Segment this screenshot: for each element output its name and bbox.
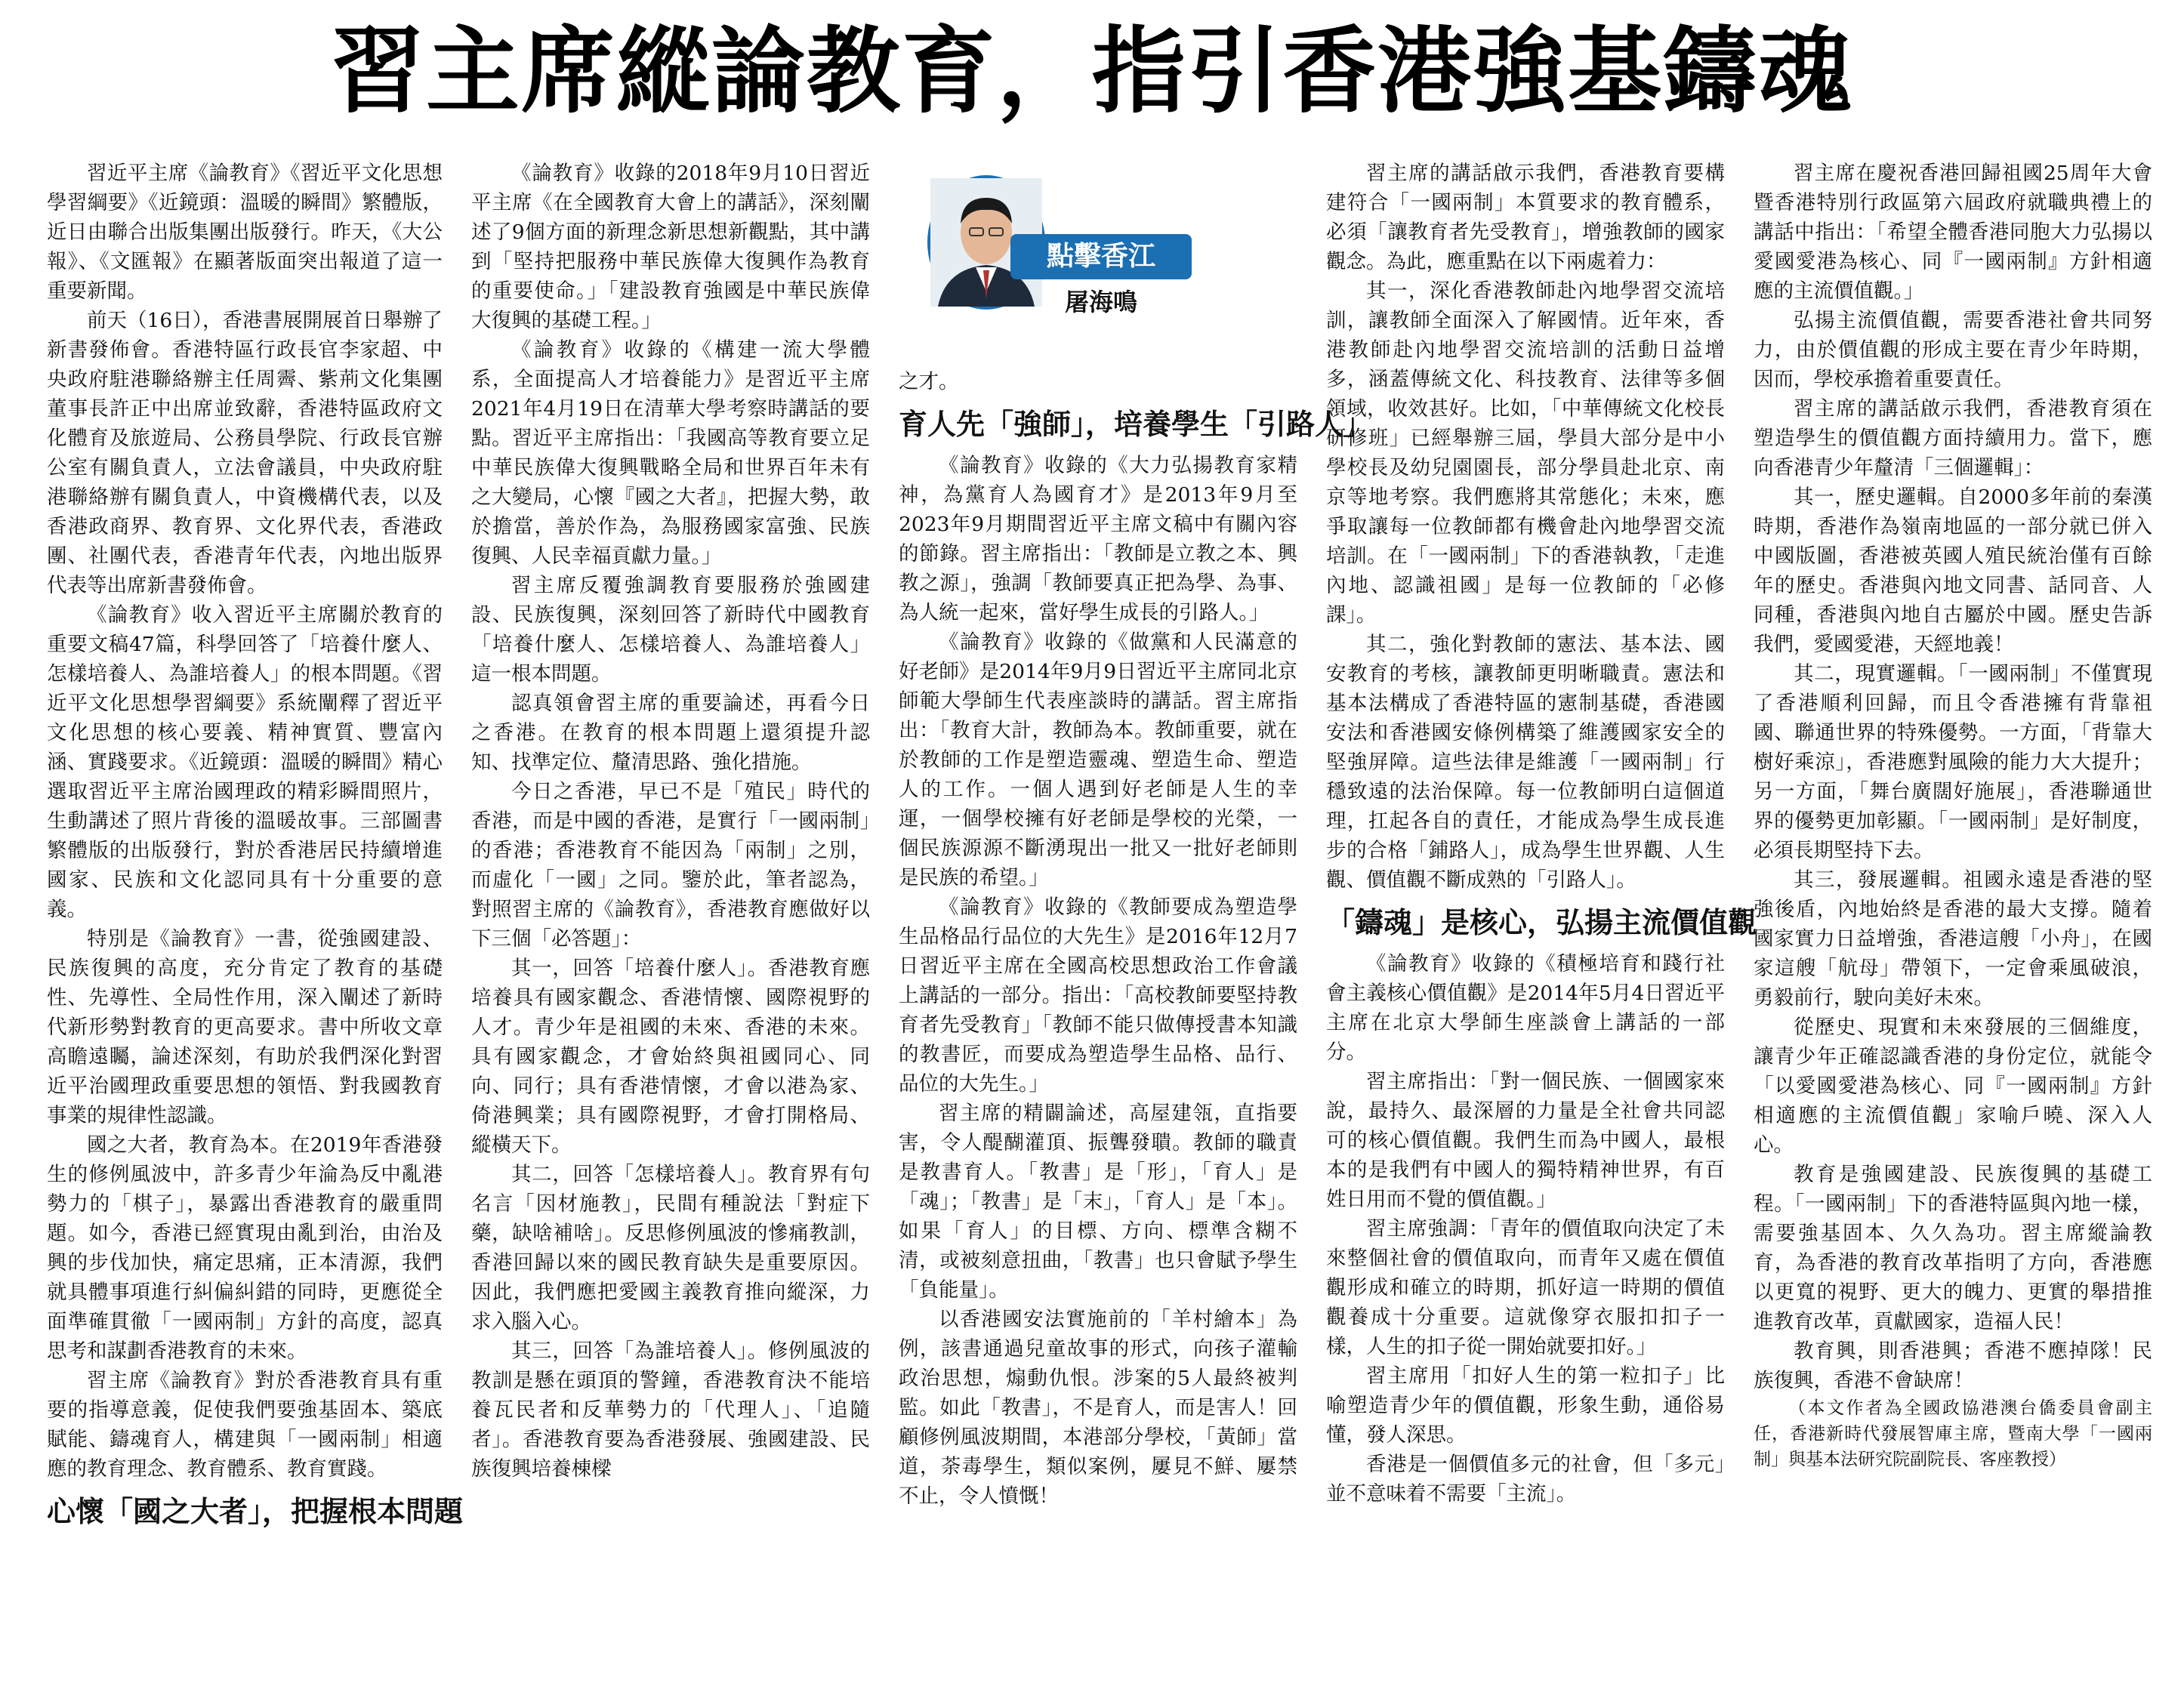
paragraph: 習主席用「扣好人生的第一粒扣子」比喻塑造青少年的價值觀，形象生動，通俗易懂，發人深思。 <box>1326 1364 1725 1447</box>
paragraph: 習主席的講話啟示我們，香港教育須在塑造學生的價值觀方面持續用力。當下，應向香港青少年釐清「三個邏輯」： <box>1754 397 2152 479</box>
paragraph: 《論教育》收入習近平主席關於教育的重要文稿47篇，科學回答了「培養什麼人、怎樣培養人、為誰培養人」的根本問題。《習近平文化思想學習綱要》系統闡釋了習近平文化思想的核心要義、精神實質、豐富內涵、實踐要求。《近鏡頭：溫暖的瞬間》精心選取習近平主席治國理政的精彩瞬間照片，生動講述了照片背後的溫暖故事。三部圖書繁體版的出版發行，對於香港居民持續增進國家、民族和文化認同具有十分重要的意義。 <box>47 603 443 921</box>
paragraph: 習主席《論教育》對於香港教育具有重要的指導意義，促使我們要強基固本、築底賦能、鑄魂育人，構建與「一國兩制」相適應的教育理念、教育體系、教育實踐。 <box>47 1369 443 1481</box>
paragraph: 《論教育》收錄的《教師要成為塑造學生品格品行品位的大先生》是2016年12月7日習近平主席在全國高校思想政治工作會議上講話的一部分。指出：「高校教師要堅持教育者先受教育」「教師不能只做傳授書本知識的教書匠，而要成為塑造學生品格、品行、品位的大先生。」 <box>899 895 1297 1096</box>
paragraph: 其三，發展邏輯。祖國永遠是香港的堅強後盾，內地始終是香港的最大支撐。隨着國家實力日益增強，香港這艘「小舟」，在國家這艘「航母」帶領下，一定會乘風破浪，勇毅前行，駛向美好未來。 <box>1754 868 2152 1009</box>
paragraph: 《論教育》收錄的《構建一流大學體系，全面提高人才培養能力》是習近平主席2021年4月19日在清華大學考察時講話的要點。習近平主席指出：「我國高等教育要立足中華民族偉大復興戰略全局和世界百年未有之大變局，心懷『國之大者』，把握大勢，敢於擔當，善於作為，為服務國家富強、民族復興、人民幸福貢獻力量。」 <box>471 338 870 568</box>
section-subheading: 心懷「國之大者」，把握根本問題 <box>47 1495 464 1528</box>
paragraph: 其二，強化對教師的憲法、基本法、國安教育的考核，讓教師更明晰職責。憲法和基本法構成了香港特區的憲制基礎，香港國安法和香港國安條例構築了維護國家安全的堅強屏障。這些法律是維護「一國兩制」行穩致遠的法治保障。每一位教師明白這個道理，扛起各自的責任，才能成為學生成長進步的合格「鋪路人」，成為學生世界觀、人生觀、價值觀不斷成熟的「引路人」。 <box>1326 633 1725 892</box>
paragraph: 今日之香港，早已不是「殖民」時代的香港，而是中國的香港，是實行「一國兩制」的香港；香港教育不能因為「兩制」之別，而虛化「一國」之同。鑒於此，筆者認為，對照習主席的《論教育》，香港教育應做好以下三個「必答題」： <box>471 780 870 951</box>
paragraph: 認真領會習主席的重要論述，再看今日之香港。在教育的根本問題上還須提升認知、找準定位、釐清思路、強化措施。 <box>471 692 870 774</box>
paragraph: 習主席的精闢論述，高屋建瓴，直指要害，令人醍醐灌頂、振聾發聵。教師的職責是教書育人。「教書」是「形」，「育人」是「魂」；「教書」是「末」，「育人」是「本」。如果「育人」的目標、方向、標準含糊不清，或被刻意扭曲，「教書」也只會賦予學生「負能量」。 <box>899 1102 1297 1302</box>
paragraph: 其一，深化香港教師赴內地學習交流培訓，讓教師全面深入了解國情。近年來，香港教師赴內地學習交流培訓的活動日益增多，涵蓋傳統文化、科技教育、法律等多個領域，收效甚好。比如，「中華傳統文化校長研修班」已經舉辦三屆，學員大部分是中小學校長及幼兒園園長，部分學員赴北京、南京等地考察。我們應將其常態化；未來，應爭取讓每一位教師都有機會赴內地學習交流培訓。在「一國兩制」下的香港執教，「走進內地、認識祖國」是每一位教師的「必修課」。 <box>1326 279 1725 627</box>
paragraph: 其三，回答「為誰培養人」。修例風波的教訓是懸在頭頂的警鐘，香港教育決不能培養瓦民者和反華勢力的「代理人」、「追隨者」。香港教育要為香港發展、強國建設、民族復興培養棟樑 <box>471 1339 870 1481</box>
paragraph: 國之大者，教育為本。在2019年香港發生的修例風波中，許多青少年淪為反中亂港勢力的「棋子」，暴露出香港教育的嚴重問題。如今，香港已經實現由亂到治，由治及興的步伐加快，痛定思痛，正本清源，我們就具體事項進行糾偏糾錯的同時，更應從全面準確貫徹「一國兩制」方針的高度，認真思考和謀劃香港教育的未來。 <box>47 1133 443 1363</box>
paragraph: 習主席的講話啟示我們，香港教育要構建符合「一國兩制」本質要求的教育體系，必須「讓教育者先受教育」，增強教師的國家觀念。為此，應重點在以下兩處着力： <box>1326 162 1725 273</box>
paragraph: 《論教育》收錄的2018年9月10日習近平主席《在全國教育大會上的講話》，深刻闡述了9個方面的新理念新思想新觀點，其中講到「堅持把服務中華民族偉大復興作為教育的重要使命。」「建設教育強國是中華民族偉大復興的基礎工程。」 <box>471 162 870 332</box>
section-subheading: 育人先「強師」，培養學生「引路人」 <box>899 408 1373 441</box>
paragraph: 其一，回答「培養什麼人」。香港教育應培養具有國家觀念、香港情懷、國際視野的人才。青少年是祖國的未來、香港的未來。具有國家觀念，才會始終與祖國同心、同向、同行；具有香港情懷，才會以港為家、倚港興業；具有國際視野，才會打開格局、縱橫天下。 <box>471 957 870 1157</box>
paragraph: 教育興，則香港興；香港不應掉隊！民族復興，香港不會缺席！ <box>1754 1339 2152 1392</box>
paragraph: 其一，歷史邏輯。自2000多年前的秦漢時期，香港作為嶺南地區的一部分就已併入中國版圖，香港被英國人殖民統治僅有百餘年的歷史。香港與內地文同書、話同音、人同種，香港與內地自古屬於中國。歷史告訴我們，愛國愛港，天經地義！ <box>1754 485 2152 656</box>
paragraph: 習主席在慶祝香港回歸祖國25周年大會暨香港特別行政區第六屆政府就職典禮上的講話中指出：「希望全體香港同胞大力弘揚以愛國愛港為核心、同『一國兩制』方針相適應的主流價值觀。」 <box>1754 162 2152 303</box>
byline <box>920 159 1282 332</box>
headline: 習主席縱論教育，指引香港強基鑄魂 <box>330 17 1853 126</box>
paragraph: 《論教育》收錄的《做黨和人民滿意的好老師》是2014年9月9日習近平主席同北京師範大學師生代表座談時的講話。習主席指出：「教育大計，教師為本。教師重要，就在於教師的工作是塑造靈魂、塑造生命、塑造人的工作。一個人遇到好老師是人生的幸運，一個學校擁有好老師是學校的光榮，一個民族源源不斷湧現出一批又一批好老師則是民族的希望。」 <box>899 630 1297 889</box>
article-column-4 <box>1326 159 1757 1661</box>
paragraph: 特別是《論教育》一書，從強國建設、民族復興的高度，充分肯定了教育的基礎性、先導性、全局性作用，深入闡述了新時代新形勢對教育的更高要求。書中所收文章高瞻遠矚，論述深刻，有助於我們深化對習近平治國理政重要思想的領悟、對我國教育事業的規律性認識。 <box>47 927 443 1127</box>
paragraph: 其二，現實邏輯。「一國兩制」不僅實現了香港順利回歸，而且令香港擁有背靠祖國、聯通世界的特殊優勢。一方面，「背靠大樹好乘涼」，香港應對風險的能力大大提升；另一方面，「舞台廣闊好施展」，香港聯通世界的優勢更加彰顯。「一國兩制」是好制度，必須長期堅持下去。 <box>1754 662 2152 862</box>
paragraph: 前天（16日），香港書展開展首日舉辦了新書發佈會。香港特區行政長官李家超、中央政府駐港聯絡辦主任周霽、紫荊文化集團董事長許正中出席並致辭，香港特區政府文化體育及旅遊局、公務員學院、行政長官辦公室有關負責人，立法會議員，中央政府駐港聯絡辦有關負責人，中資機構代表，以及香港政商界、教育界、文化界代表，香港政團、社團代表，香港青年代表，內地出版界代表等出席新書發佈會。 <box>47 309 443 597</box>
paragraph: 之才。 <box>899 370 959 393</box>
section-subheading: 「鑄魂」是核心，弘揚主流價值觀 <box>1326 906 1757 939</box>
paragraph: 習近平主席《論教育》《習近平文化思想學習綱要》《近鏡頭：溫暖的瞬間》繁體版，近日由聯合出版集團出版發行。昨天，《大公報》、《文匯報》在顯著版面突出報道了這一重要新聞。 <box>47 162 443 303</box>
article-column-2 <box>471 159 870 1661</box>
paragraph: 弘揚主流價值觀，需要香港社會共同努力，由於價值觀的形成主要在青少年時期，因而，學校承擔着重要責任。 <box>1754 309 2152 391</box>
article-column-5 <box>1754 159 2152 1661</box>
paragraph: 習主席指出：「對一個民族、一個國家來說，最持久、最深層的力量是全社會共同認可的核心價值觀。我們生而為中國人，最根本的是我們有中國人的獨特精神世界，有百姓日用而不覺的價值觀。」 <box>1326 1070 1725 1211</box>
paragraph: 習主席強調：「青年的價值取向決定了未來整個社會的價值取向，而青年又處在價值觀形成和確立的時期，抓好這一時期的價值觀養成十分重要。這就像穿衣服扣扣子一樣，人生的扣子從一開始就要扣好。」 <box>1326 1217 1725 1358</box>
paragraph: 從歷史、現實和未來發展的三個維度，讓青少年正確認識香港的身份定位，就能令「以愛國愛港為核心、同『一國兩制』方針相適應的主流價值觀」家喻戶曉、深入人心。 <box>1754 1016 2152 1157</box>
author-name: 屠海鳴 <box>1064 288 1137 316</box>
paragraph: 其二，回答「怎樣培養人」。教育界有句名言「因材施教」，民間有種說法「對症下藥，缺啥補啥」。反思修例風波的慘痛教訓，香港回歸以來的國民教育缺失是重要原因。因此，我們應把愛國主義教育推向縱深，力求入腦入心。 <box>471 1163 870 1333</box>
paragraph: 教育是強國建設、民族復興的基礎工程。「一國兩制」下的香港特區與內地一樣，需要強基固本、久久為功。習主席縱論教育，為香港的教育改革指明了方向，香港應以更寬的視野、更大的魄力、更實的舉措推進教育改革，貢獻國家，造福人民！ <box>1754 1163 2152 1333</box>
article-column-1 <box>47 159 464 1661</box>
column-tag: 點擊香江 <box>1010 234 1192 279</box>
author-note: （本文作者為全國政協港澳台僑委員會副主任，香港新時代發展智庫主席，暨南大學「一國兩制」與基本法研究院副院長、客座教授） <box>1754 1398 2152 1469</box>
paragraph: 習主席反覆強調教育要服務於強國建設、民族復興，深刻回答了新時代中國教育「培養什麼人、怎樣培養人、為誰培養人」這一根本問題。 <box>471 574 870 686</box>
article-column-3 <box>899 367 1373 1661</box>
paragraph: 《論教育》收錄的《大力弘揚教育家精神，為黨育人為國育才》是2013年9月至2023年9月期間習近平主席文稿中有關內容的節錄。習主席指出：「教師是立教之本、興教之源」，強調「教師要真正把為學、為事、為人統一起來，當好學生成長的引路人。」 <box>899 454 1297 624</box>
paragraph: 以香港國安法實施前的「羊村繪本」為例，該書通過兒童故事的形式，向孩子灌輸政治思想，煽動仇恨。涉案的5人最終被判監。如此「教書」，不是育人，而是害人！回顧修例風波期間，本港部分學校，「黃師」當道，荼毒學生，類似案例，屢見不鮮、屢禁不止，令人憤慨！ <box>899 1308 1297 1508</box>
paragraph: 《論教育》收錄的《積極培育和踐行社會主義核心價值觀》是2014年5月4日習近平主席在北京大學師生座談會上講話的一部分。 <box>1326 952 1725 1064</box>
paragraph: 香港是一個價值多元的社會，但「多元」並不意味着不需要「主流」。 <box>1326 1453 1725 1506</box>
